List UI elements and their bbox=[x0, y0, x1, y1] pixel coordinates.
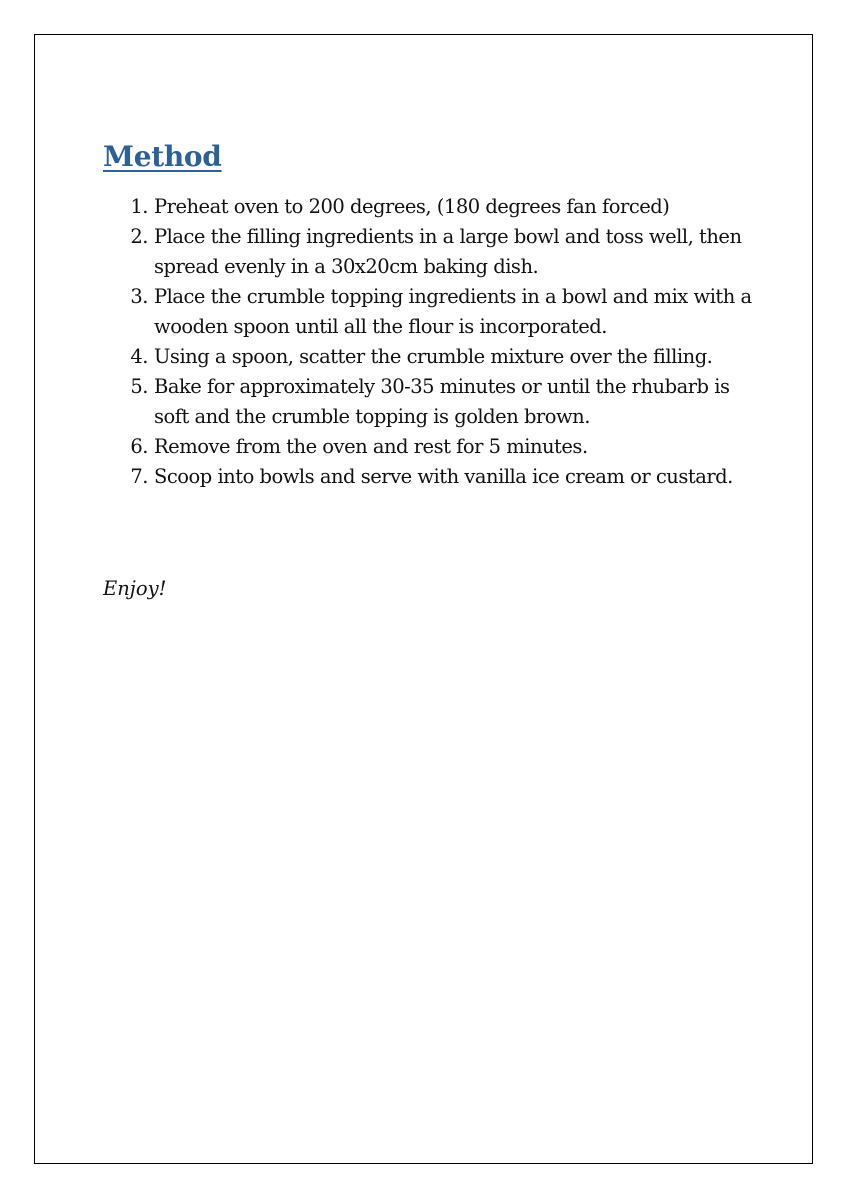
step-number: 4. bbox=[130, 345, 148, 368]
method-step bbox=[103, 342, 763, 372]
method-step bbox=[103, 372, 763, 432]
step-text: Remove from the oven and rest for 5 minutes. bbox=[154, 435, 588, 458]
method-step bbox=[103, 282, 763, 342]
step-text: Place the crumble topping ingredients in a bowl and mix with a wooden spoon until all the flour is incorporated. bbox=[154, 285, 752, 338]
method-steps-list bbox=[103, 192, 763, 492]
step-number: 3. bbox=[130, 285, 148, 308]
method-step bbox=[103, 462, 763, 492]
step-text: Preheat oven to 200 degrees, (180 degrees fan forced) bbox=[154, 195, 670, 218]
step-number: 7. bbox=[130, 465, 148, 488]
step-text: Bake for approximately 30-35 minutes or until the rhubarb is soft and the crumble topping is golden brown. bbox=[154, 375, 730, 428]
method-step bbox=[103, 432, 763, 462]
step-text: Place the filling ingredients in a large bowl and toss well, then spread evenly in a 30x20cm baking dish. bbox=[154, 225, 742, 278]
step-number: 6. bbox=[130, 435, 148, 458]
method-step bbox=[103, 192, 763, 222]
step-number: 5. bbox=[130, 375, 148, 398]
method-heading: Method bbox=[103, 140, 222, 173]
step-text: Using a spoon, scatter the crumble mixture over the filling. bbox=[154, 345, 713, 368]
closing-note: Enjoy! bbox=[103, 577, 167, 600]
method-step bbox=[103, 222, 763, 282]
step-number: 1. bbox=[130, 195, 148, 218]
step-number: 2. bbox=[130, 225, 148, 248]
step-text: Scoop into bowls and serve with vanilla ice cream or custard. bbox=[154, 465, 733, 488]
